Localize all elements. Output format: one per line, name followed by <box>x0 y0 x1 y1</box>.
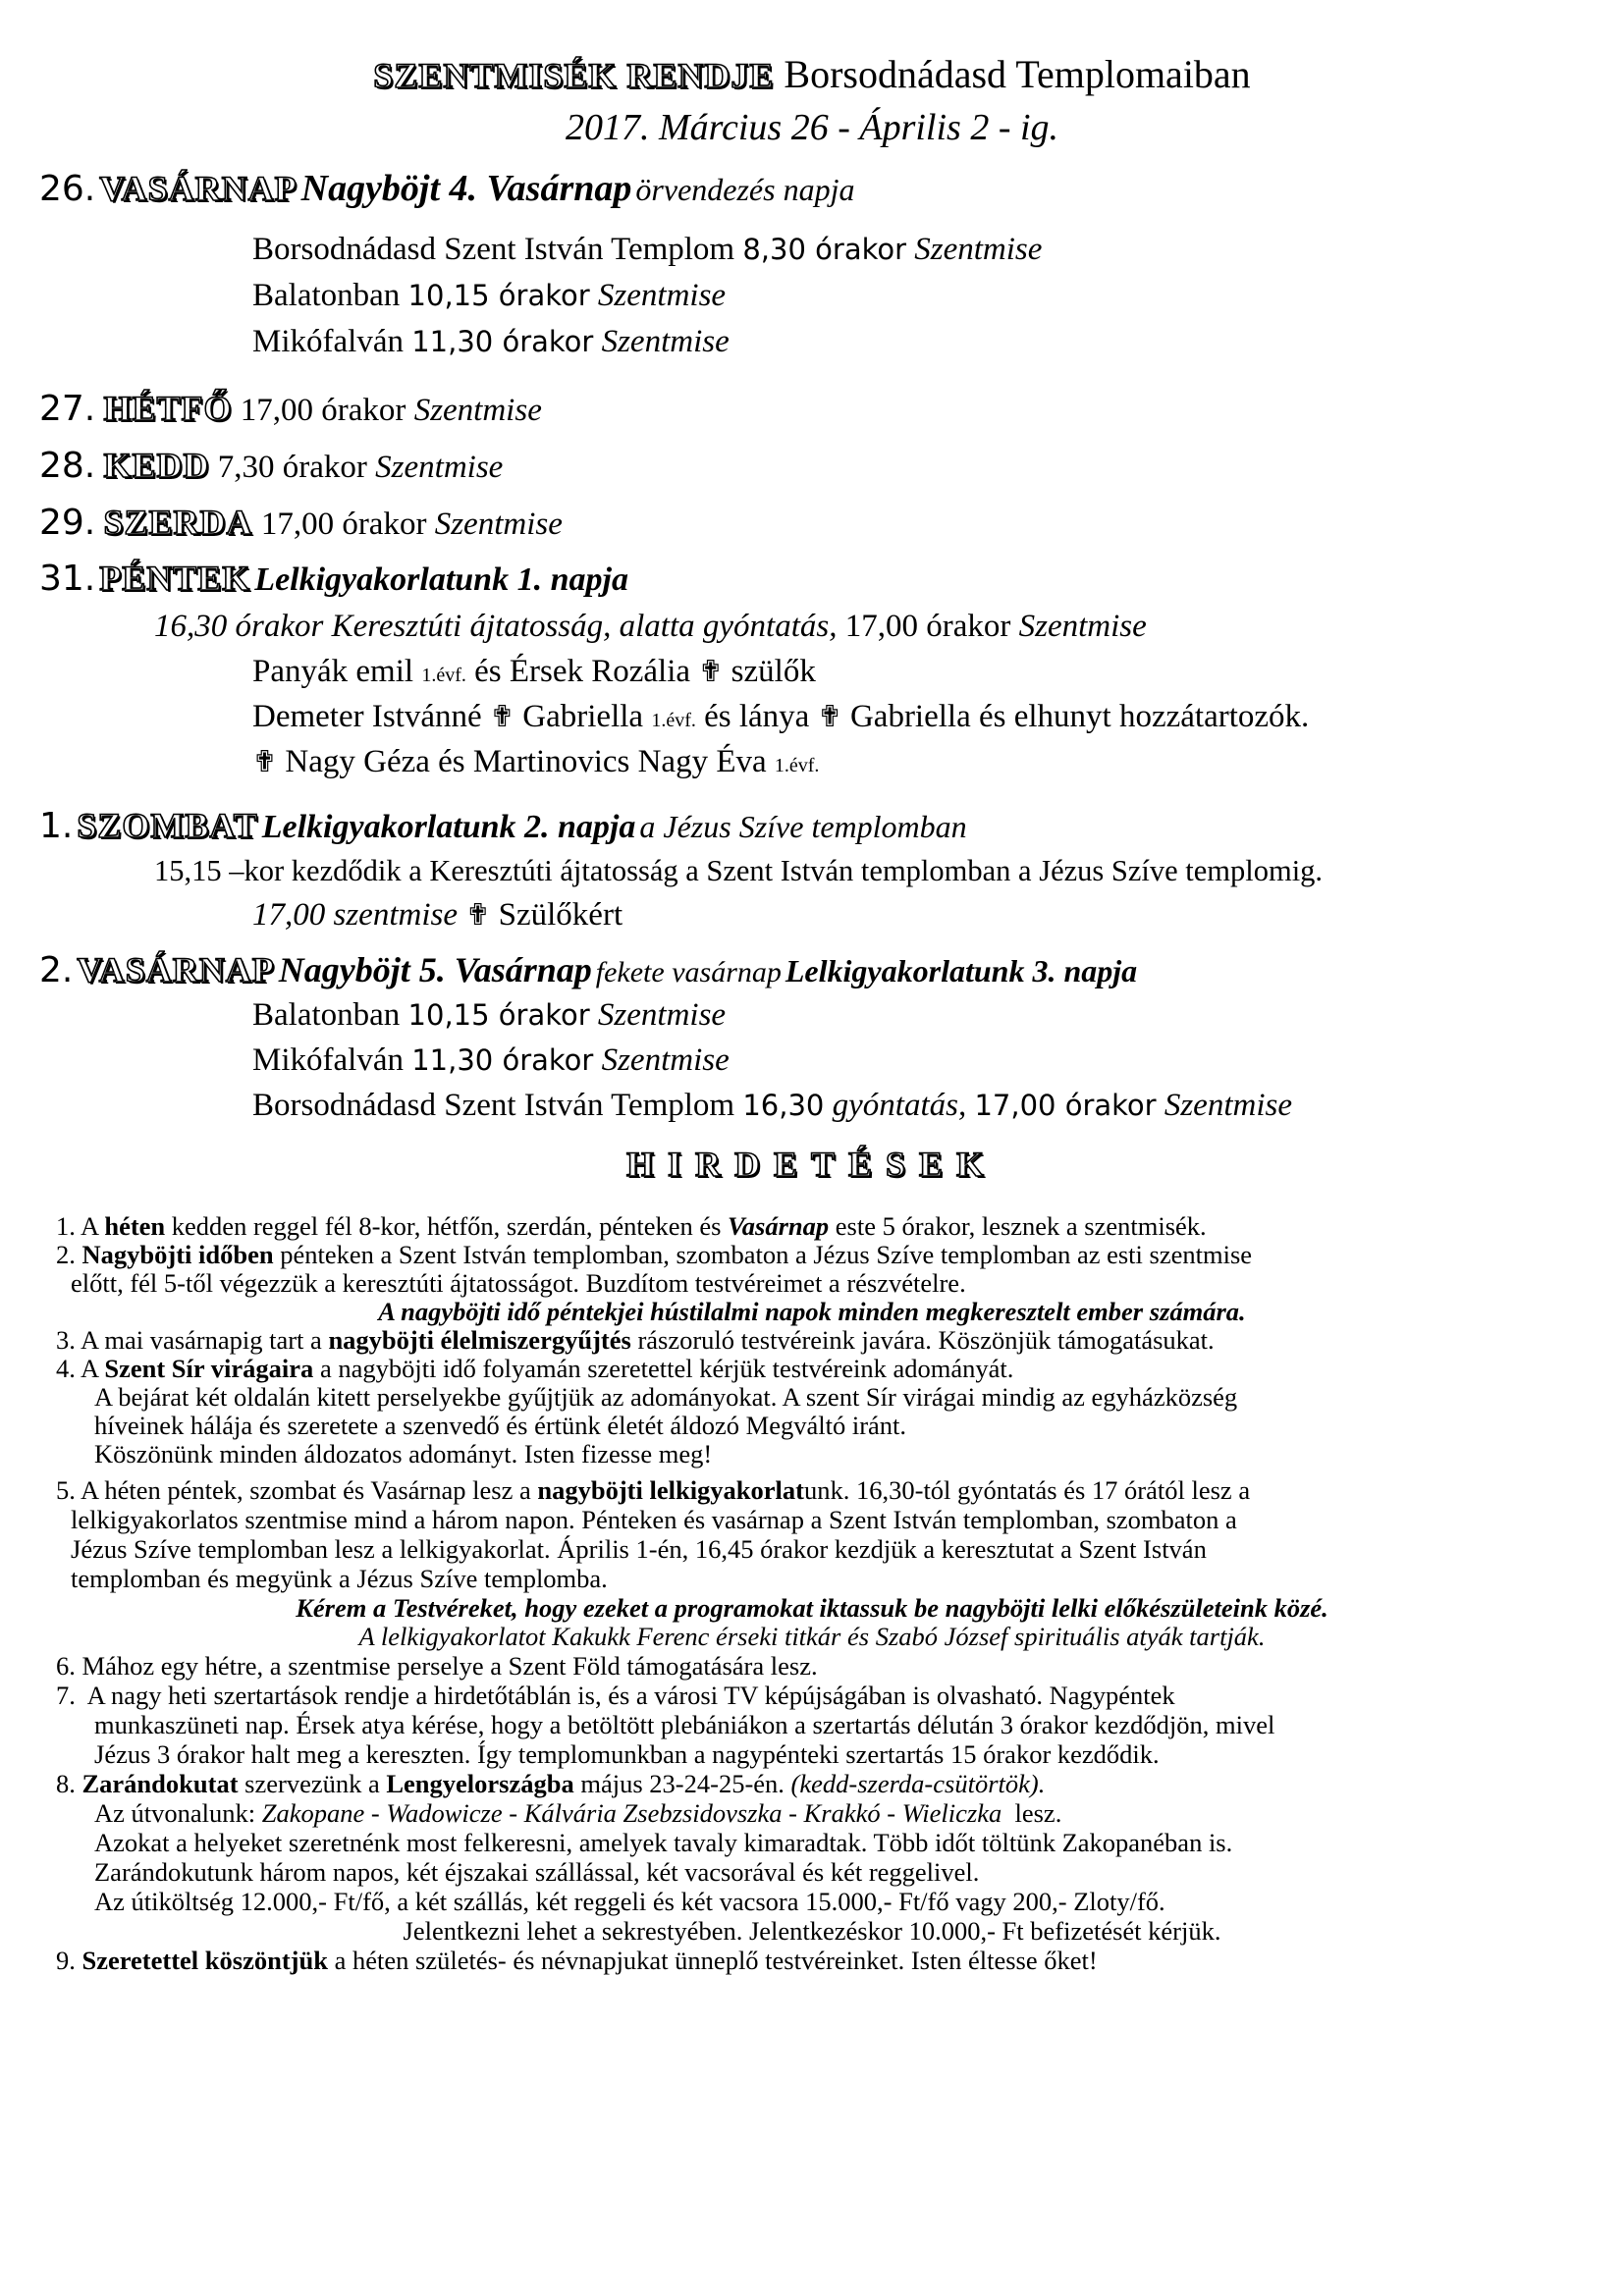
text-segment: - <box>502 1798 524 1828</box>
text-segment: rászoruló testvéreink javára. Köszönjük támogatásukat. <box>637 1325 1215 1355</box>
event: Szentmise <box>375 450 504 485</box>
schedule-line <box>252 1042 730 1079</box>
announcement-4-line-2: A bejárat két oldalán kitett perselyekbe gyűjtjük az adományokat. A szent Sír virágai mindig az egyházközség <box>94 1382 1238 1412</box>
text-segment: 5. A héten péntek, szombat és Vasárnap lesz a <box>56 1475 531 1505</box>
schedule-line <box>252 1088 1292 1124</box>
cross-icon: ✟ <box>252 745 278 779</box>
cross-icon: ✟ <box>817 700 842 734</box>
announcement-4-line-3: híveinek hálája és szeretete a szenvedő és értünk életét áldozó Megváltó iránt. <box>94 1411 907 1440</box>
text-segment: május 23-24-25-én. <box>580 1769 785 1798</box>
announcement-2-highlight: A nagyböjti idő péntekjei hústilalmi napok minden megkeresztelt ember számára. <box>378 1297 1246 1326</box>
text-segment: 1. A <box>56 1211 98 1241</box>
intention-name: és lánya <box>704 699 810 734</box>
text-segment: 4. A <box>56 1354 98 1383</box>
announcement-8-registration: Jelentkezni lehet a sekrestyében. Jelentkezéskor 10.000,- Ft befizetését kérjük. <box>403 1916 1221 1946</box>
event: Szentmise <box>914 232 1043 267</box>
event: Szentmise <box>601 1042 730 1078</box>
event: Szentmise <box>597 997 727 1033</box>
announcements-heading: HIRDETÉSEK <box>625 1145 999 1184</box>
text-segment: - <box>782 1798 804 1828</box>
intention-name: Panyák emil <box>252 654 414 689</box>
day-name: SZERDA <box>103 503 253 542</box>
announcement-9 <box>56 1946 1098 1976</box>
title-decorative: SZENTMISÉK RENDJE <box>373 56 775 95</box>
time: 7,30 órakor <box>217 450 367 485</box>
text-segment: Szeretettel köszöntjük <box>81 1946 328 1975</box>
schedule-line <box>252 232 1042 268</box>
time: 11,30 órakor <box>411 1043 594 1077</box>
day-number: 28. <box>39 446 96 486</box>
announcement-8-route <box>94 1798 1061 1829</box>
day-number: 26. <box>39 169 96 209</box>
schedule-day-2 <box>39 949 1137 990</box>
day-title: Lelkigyakorlatunk 2. napja <box>261 809 636 845</box>
day-name: PÉNTEK <box>99 559 251 598</box>
event: Szentmise <box>597 278 727 313</box>
announcement-3 <box>56 1325 1215 1356</box>
text-segment: Zarándokutat <box>81 1769 239 1798</box>
event: Szentmise <box>434 507 563 542</box>
text-segment: - <box>364 1798 387 1828</box>
time: 11,30 órakor <box>411 325 594 358</box>
event: Szentmise <box>413 393 542 428</box>
text-segment: Zakopane <box>261 1798 365 1828</box>
place: Balatonban <box>252 278 401 313</box>
day-title: Nagyböjt 5. Vasárnap <box>278 950 592 989</box>
day-name: HÉTFŐ <box>103 389 233 428</box>
place: Borsodnádasd Szent István Templom <box>252 232 735 267</box>
mass-intention <box>252 744 819 780</box>
place: Borsodnádasd Szent István Templom <box>252 1088 735 1123</box>
time: 17,00 órakor <box>260 507 427 542</box>
time: 10,15 órakor <box>407 998 590 1032</box>
mass-intention <box>252 699 1309 735</box>
text-segment: Lengyelországba <box>386 1769 574 1798</box>
place: Mikófalván <box>252 1042 404 1078</box>
anniversary-note: 1.évf. <box>774 755 820 776</box>
day-name: KEDD <box>103 446 210 485</box>
text-segment: szervezünk a <box>244 1769 380 1798</box>
event: Szentmise <box>601 324 730 359</box>
title-rest: Borsodnádasd Templomaiban <box>784 52 1251 96</box>
announcement-4-line-4: Köszönünk minden áldozatos adományt. Isten fizesse meg! <box>94 1439 713 1468</box>
event: Szentmise <box>1018 609 1147 644</box>
text-segment: a héten születés- és névnapjukat ünneplő testvéreinket. Isten éltesse őket! <box>334 1946 1098 1975</box>
day-number: 27. <box>39 389 96 429</box>
time: 17,00 órakor <box>974 1089 1157 1122</box>
text-segment: héten <box>104 1211 166 1241</box>
schedule-day-27 <box>39 388 542 429</box>
text-segment: 8. <box>56 1769 76 1798</box>
day-number: 2. <box>39 950 74 990</box>
time: 8,30 órakor <box>742 233 907 266</box>
announcement-7-line-2: munkaszüneti nap. Érsek atya kérése, hogy a betöltött plebániákon a szertartás délután 3 órakor kezdődjön, mivel <box>94 1710 1275 1739</box>
day-number: 31. <box>39 559 96 599</box>
text-segment: pénteken a Szent István templomban, szombaton a Jézus Szíve templomban az esti szentmise <box>280 1240 1253 1269</box>
announcement-7: 7. A nagy heti szertartások rendje a hirdetőtáblán is, és a városi TV képújságában is olvasható. Nagypéntek <box>56 1681 1175 1710</box>
day-number: 29. <box>39 503 96 543</box>
text-segment: 2. <box>56 1240 76 1269</box>
schedule-day-1 <box>39 805 967 846</box>
announcement-4 <box>56 1354 1013 1384</box>
anniversary-note: 1.évf. <box>651 710 696 731</box>
text-segment: Wieliczka <box>901 1798 1002 1828</box>
text-segment: - <box>880 1798 902 1828</box>
schedule-line <box>252 278 726 314</box>
time: 17,00 órakor <box>844 609 1011 644</box>
text-segment: nagyböjti élelmiszergyűjtés <box>328 1325 631 1355</box>
schedule-day-28 <box>39 445 503 486</box>
schedule-line <box>154 854 1323 888</box>
announcement-1 <box>56 1211 1207 1242</box>
cross-icon: ✟ <box>698 655 724 689</box>
intention-name: Gabriella <box>522 699 644 734</box>
text-segment: (kedd-szerda-csütörtök). <box>790 1769 1046 1798</box>
intention-name: Gabriella és elhunyt hozzátartozók. <box>849 699 1310 734</box>
text-segment: este 5 órakor, lesznek a szentmisék. <box>835 1211 1207 1241</box>
announcement-5-line-2: lelkigyakorlatos szentmise mind a három napon. Pénteken és vasárnap a Szent István templomban, szombaton a <box>71 1505 1237 1534</box>
announcement-2-line-2: előtt, fél 5-től végezzük a keresztúti ájtatosságot. Buzdítom testvéreimet a részvételre. <box>71 1268 966 1298</box>
event: Szentmise <box>1164 1088 1292 1123</box>
announcement-5-line-4: templomban és megyünk a Jézus Szíve templomba. <box>71 1564 608 1593</box>
intention-name: Demeter Istvánné <box>252 699 482 734</box>
day-name: VASÁRNAP <box>77 950 275 989</box>
schedule-day-31 <box>39 558 628 599</box>
time: 16,30 <box>742 1089 825 1122</box>
place: Mikófalván <box>252 324 404 359</box>
page-title <box>0 51 1624 97</box>
text-segment: Wadowicze <box>386 1798 503 1828</box>
text-segment: Nagyböjti időben <box>81 1240 274 1269</box>
schedule-day-26 <box>39 167 854 210</box>
intention-name: Szülőkért <box>498 897 623 933</box>
announcement-8-cost: Az útiköltség 12.000,- Ft/fő, a két szállás, két reggeli és két vacsora 15.000,- Ft/fő vagy 200,- Zloty/fő. <box>94 1887 1165 1916</box>
day-number: 1. <box>39 806 74 846</box>
schedule-line <box>154 609 1147 645</box>
text-segment: nagyböjti lelkigyakorlat <box>537 1475 804 1505</box>
announcement-2 <box>56 1240 1252 1270</box>
place: Balatonban <box>252 997 401 1033</box>
day-name: SZOMBAT <box>77 806 258 845</box>
date-range: 2017. Március 26 - Április 2 - ig. <box>565 107 1059 148</box>
text-segment: Szent Sír virágaira <box>104 1354 314 1383</box>
announcement-8-line-3: Azokat a helyeket szeretnénk most felkeresni, amelyek tavaly kimaradtak. Több időt töltünk Zakopanéban is. <box>94 1828 1233 1857</box>
text-segment: 3. A mai vasárnapig tart a <box>56 1325 322 1355</box>
text-segment: kedden reggel fél 8-kor, hétfőn, szerdán, pénteken és <box>171 1211 722 1241</box>
day-note: fekete vasárnap <box>595 956 782 988</box>
text-segment: 9. <box>56 1946 76 1975</box>
day-note: a Jézus Szíve templomban <box>639 809 967 844</box>
time: 10,15 órakor <box>407 279 590 312</box>
devotion-text: 15,15 –kor kezdődik a Keresztúti ájtatosság a Szent István templomban a Jézus Szíve templomig. <box>154 854 1324 887</box>
text-segment: unk. 16,30-tól gyóntatás és 17 órától lesz a <box>804 1475 1251 1505</box>
time: 17,00 órakor <box>240 393 406 428</box>
schedule-day-29 <box>39 502 563 543</box>
announcement-8 <box>56 1769 1045 1799</box>
intention-name: Nagy Géza és Martinovics Nagy Éva <box>285 744 767 779</box>
devotion-text: 16,30 órakor Keresztúti ájtatosság, alatta gyóntatás, <box>154 609 838 644</box>
mass-intention <box>252 654 816 690</box>
cross-icon: ✟ <box>489 700 515 734</box>
text-segment: Kálvária Zsebzsidovszka <box>523 1798 783 1828</box>
announcement-8-line-4: Zarándokutunk három napos, két éjszakai szállással, két vacsorával és két reggelivel. <box>94 1857 980 1887</box>
day-note: örvendezés napja <box>635 172 855 207</box>
announcement-5 <box>56 1475 1250 1506</box>
text-segment: Vasárnap <box>728 1211 830 1241</box>
schedule-line <box>252 324 730 360</box>
confession: gyóntatás, <box>832 1088 967 1123</box>
cross-icon: ✟ <box>465 898 491 933</box>
day-name: VASÁRNAP <box>99 169 298 208</box>
announcement-7-line-3: Jézus 3 órakor halt meg a kereszten. Így templomunkban a nagypénteki szertartás 15 órakor kezdődik. <box>94 1739 1160 1769</box>
intention-name: és Érsek Rozália <box>474 654 691 689</box>
announcement-5-highlight: Kérem a Testvéreket, hogy ezeket a programokat iktassuk be nagyböjti lelki előkészületeink közé. <box>296 1593 1328 1623</box>
anniversary-note: 1.évf. <box>421 665 466 686</box>
day-title-2: Lelkigyakorlatunk 3. napja <box>785 953 1138 988</box>
mass-intention <box>252 897 623 934</box>
text-segment: Az útvonalunk: <box>94 1798 256 1828</box>
announcement-5-retreat-leaders: A lelkigyakorlatot Kakukk Ferenc érseki titkár és Szabó József spirituális atyák tartják. <box>358 1622 1266 1651</box>
announcement-6: 6. Mához egy hétre, a szentmise perselye a Szent Föld támogatására lesz. <box>56 1651 818 1681</box>
mass-time: 17,00 szentmise <box>252 897 458 933</box>
day-title: Lelkigyakorlatunk 1. napja <box>254 561 628 598</box>
text-segment: Krakkó <box>803 1798 881 1828</box>
announcement-5-line-3: Jézus Szíve templomban lesz a lelkigyakorlat. Április 1-én, 16,45 órakor kezdjük a keresztutat a Szent István <box>71 1534 1207 1564</box>
day-title: Nagyböjt 4. Vasárnap <box>300 168 632 209</box>
text-segment: a nagyböjti idő folyamán szeretettel kérjük testvéreink adományát. <box>319 1354 1014 1383</box>
intention-name: szülők <box>731 654 816 689</box>
schedule-line <box>252 997 726 1034</box>
text-segment: lesz. <box>1014 1798 1062 1828</box>
